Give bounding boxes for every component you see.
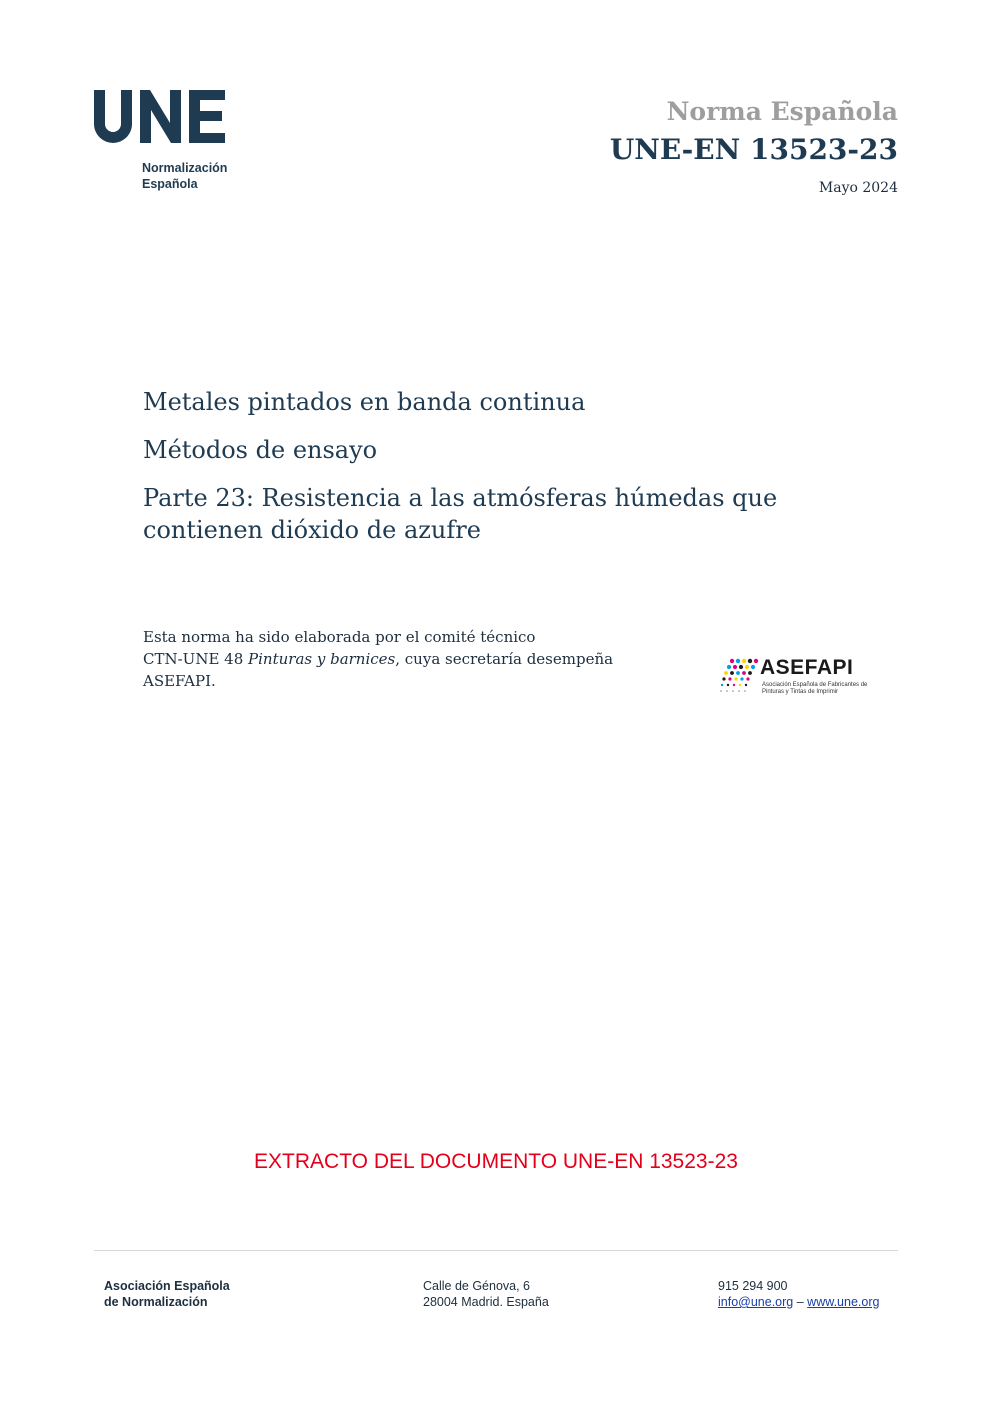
asefapi-subtitle: Asociación Española de Fabricantes de Pinturas y Tintas de Imprimir — [762, 682, 868, 695]
footer-org-line-1: Asociación Española — [104, 1279, 230, 1293]
standard-code: UNE-EN 13523-23 — [609, 133, 898, 166]
title-line-1: Metales pintados en banda continua — [143, 388, 586, 416]
footer-divider — [94, 1250, 898, 1251]
asefapi-dots-icon — [718, 656, 762, 696]
footer-address — [423, 1278, 549, 1310]
website-link[interactable]: www.une.org — [807, 1295, 880, 1309]
footer-address-line-2: 28004 Madrid. España — [423, 1295, 549, 1309]
standard-header — [610, 96, 898, 196]
committee-line-3: ASEFAPI. — [143, 672, 216, 690]
committee-line-1: Esta norma ha sido elaborada por el comité técnico — [143, 628, 536, 646]
footer-separator: – — [796, 1295, 804, 1309]
document-titles — [143, 386, 843, 562]
une-logo-line2: Española — [142, 177, 198, 191]
standard-kicker: Norma Española — [666, 97, 898, 126]
une-logo-mark — [92, 88, 232, 146]
committee-name: Pinturas y barnices — [248, 650, 396, 668]
title-line-3: Parte 23: Resistencia a las atmósferas húmedas que contienen dióxido de azufre — [143, 484, 778, 544]
committee-line-2-suffix: , cuya secretaría desempeña — [395, 650, 614, 668]
email-link[interactable]: info@une.org — [718, 1295, 794, 1309]
footer-address-line-1: Calle de Génova, 6 — [423, 1279, 531, 1293]
footer-contact — [718, 1278, 879, 1310]
une-logo — [92, 88, 242, 198]
title-line-2: Métodos de ensayo — [143, 436, 378, 464]
footer-phone: 915 294 900 — [718, 1279, 788, 1293]
extract-notice: EXTRACTO DEL DOCUMENTO UNE-EN 13523-23 — [254, 1150, 738, 1173]
committee-line-2 — [143, 648, 683, 670]
footer-organization — [104, 1278, 230, 1310]
une-logo-line1: Normalización — [142, 161, 228, 175]
une-logo-text — [142, 160, 227, 192]
asefapi-logo — [718, 656, 878, 700]
footer-links — [718, 1294, 879, 1310]
publication-date: Mayo 2024 — [818, 180, 898, 196]
asefapi-name: ASEFAPI — [760, 656, 854, 679]
committee-statement — [143, 626, 683, 692]
committee-code: CTN-UNE 48 — [143, 650, 244, 668]
footer-org-line-2: de Normalización — [104, 1295, 208, 1309]
